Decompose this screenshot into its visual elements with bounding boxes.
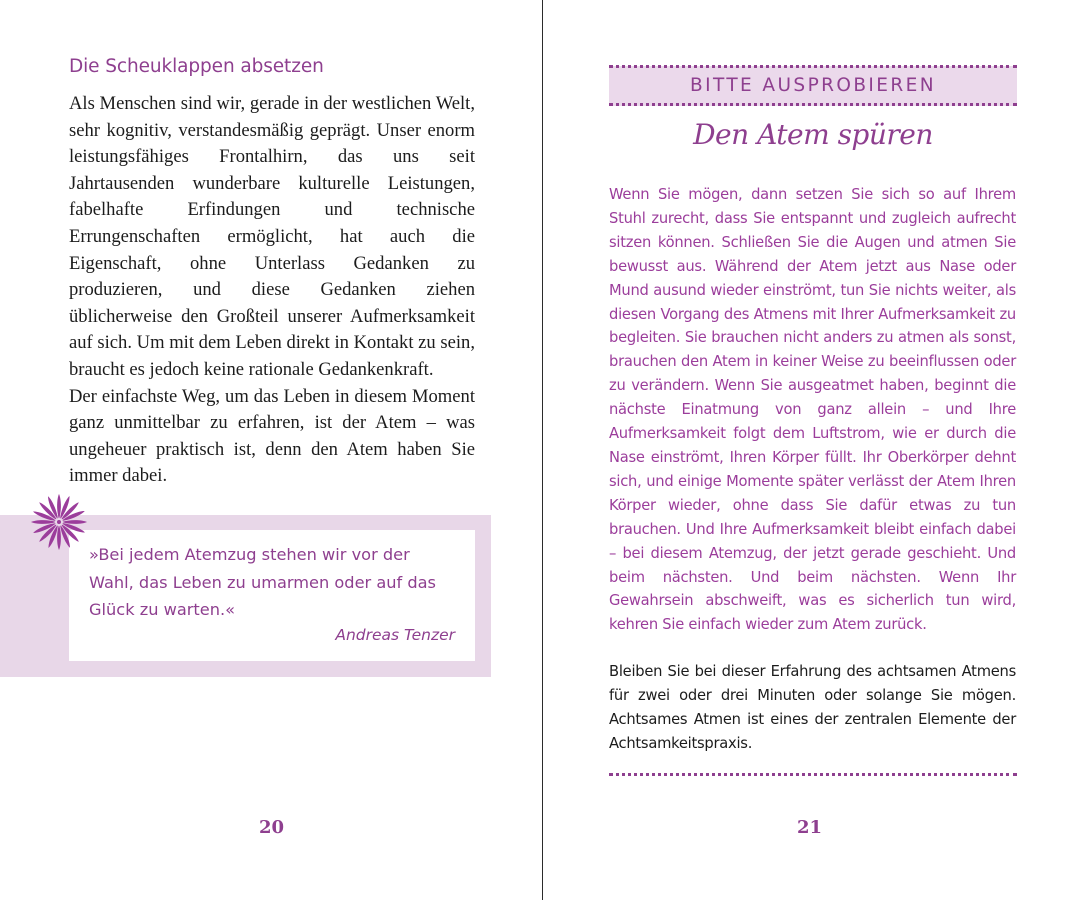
page-number-right: 21 — [797, 817, 823, 838]
quote-text: »Bei jedem Atemzug stehen wir vor der Wahl, das Leben zu umarmen oder auf das Glück zu warten.« — [89, 545, 436, 619]
closing-dotted-rule — [609, 773, 1017, 776]
quote-author: Andreas Tenzer — [335, 626, 455, 644]
banner-bottom-dotted-rule — [609, 103, 1017, 106]
banner — [609, 66, 1017, 106]
right-page — [543, 0, 1080, 900]
section-heading: Die Scheuklappen absetzen — [69, 56, 324, 77]
exercise-note: Bleiben Sie bei dieser Erfahrung des achtsamen Atmens für zwei oder drei Minuten oder solange Sie mögen. Achtsames Atmen ist eines der zentralen Elemente der Achtsamkeitspraxis. — [609, 663, 1016, 752]
paragraph-1: Als Menschen sind wir, gerade in der westlichen Welt, sehr kognitiv, verstandesmäßig geprägt. Unser enorm leistungsfähiges Frontalhirn, das uns seit Jahrtausenden wunderbare kulturelle Leistungen, fabelhafte Erfindungen und technische Errungenschaften ermöglicht, hat auch die Eigenschaft, ohne Unterlass Gedanken zu produzieren, und diese Gedanken ziehen üblicherweise den Großteil unserer Aufmerksamkeit auf sich. Um mit dem Leben direkt in Kontakt zu sein, braucht es jedoch keine rationale Gedankenkraft. — [69, 93, 475, 380]
paragraph-2: Der einfachste Weg, um das Leben in diesem Moment ganz unmittelbar zu erfahren, ist der Atem – was ungeheuer praktisch ist, denn den Atem haben Sie immer dabei. — [69, 385, 475, 487]
banner-top-dotted-rule — [609, 65, 1017, 68]
quote-card — [69, 530, 475, 661]
flower-icon — [26, 492, 92, 552]
body-text — [69, 91, 475, 490]
banner-label: BITTE AUSPROBIEREN — [690, 75, 936, 96]
exercise-title: Den Atem spüren — [693, 118, 933, 151]
page-number-left: 20 — [259, 817, 285, 838]
exercise-instructions: Wenn Sie mögen, dann setzen Sie sich so auf Ihrem Stuhl zurecht, dass Sie entspannt und zugleich aufrecht sitzen können. Schließen Sie die Augen und atmen Sie bewusst aus. Während der Atem jetzt aus Nase oder Mund ausund wieder einströmt, tun Sie nichts weiter, als diesen Vorgang des Atmens mit Ihrer Aufmerksamkeit zu begleiten. Sie brauchen nicht anders zu atmen als sonst, brauchen den Atem in keiner Weise zu beeinflussen oder zu verändern. Wenn Sie ausgeatmet haben, beginnt die nächste Einatmung von ganz allein – und Ihre Aufmerksamkeit folgt dem Luftstrom, wie er durch die Nase einströmt, Ihren Körper füllt. Ihr Oberkörper dehnt sich, und einige Momente später verlässt der Atem Ihren Körper wieder, ohne dass Sie dafür etwas zu tun brauchen. Und Ihre Aufmerksamkeit bleibt einfach dabei – bei diesem Atemzug, der jetzt gerade geschieht. Und beim nächsten. Und beim nächsten. Wenn Ihr Gewahrsein abschweift, was es sicherlich tun wird, kehren Sie einfach wieder zum Atem zurück. — [609, 186, 1016, 634]
